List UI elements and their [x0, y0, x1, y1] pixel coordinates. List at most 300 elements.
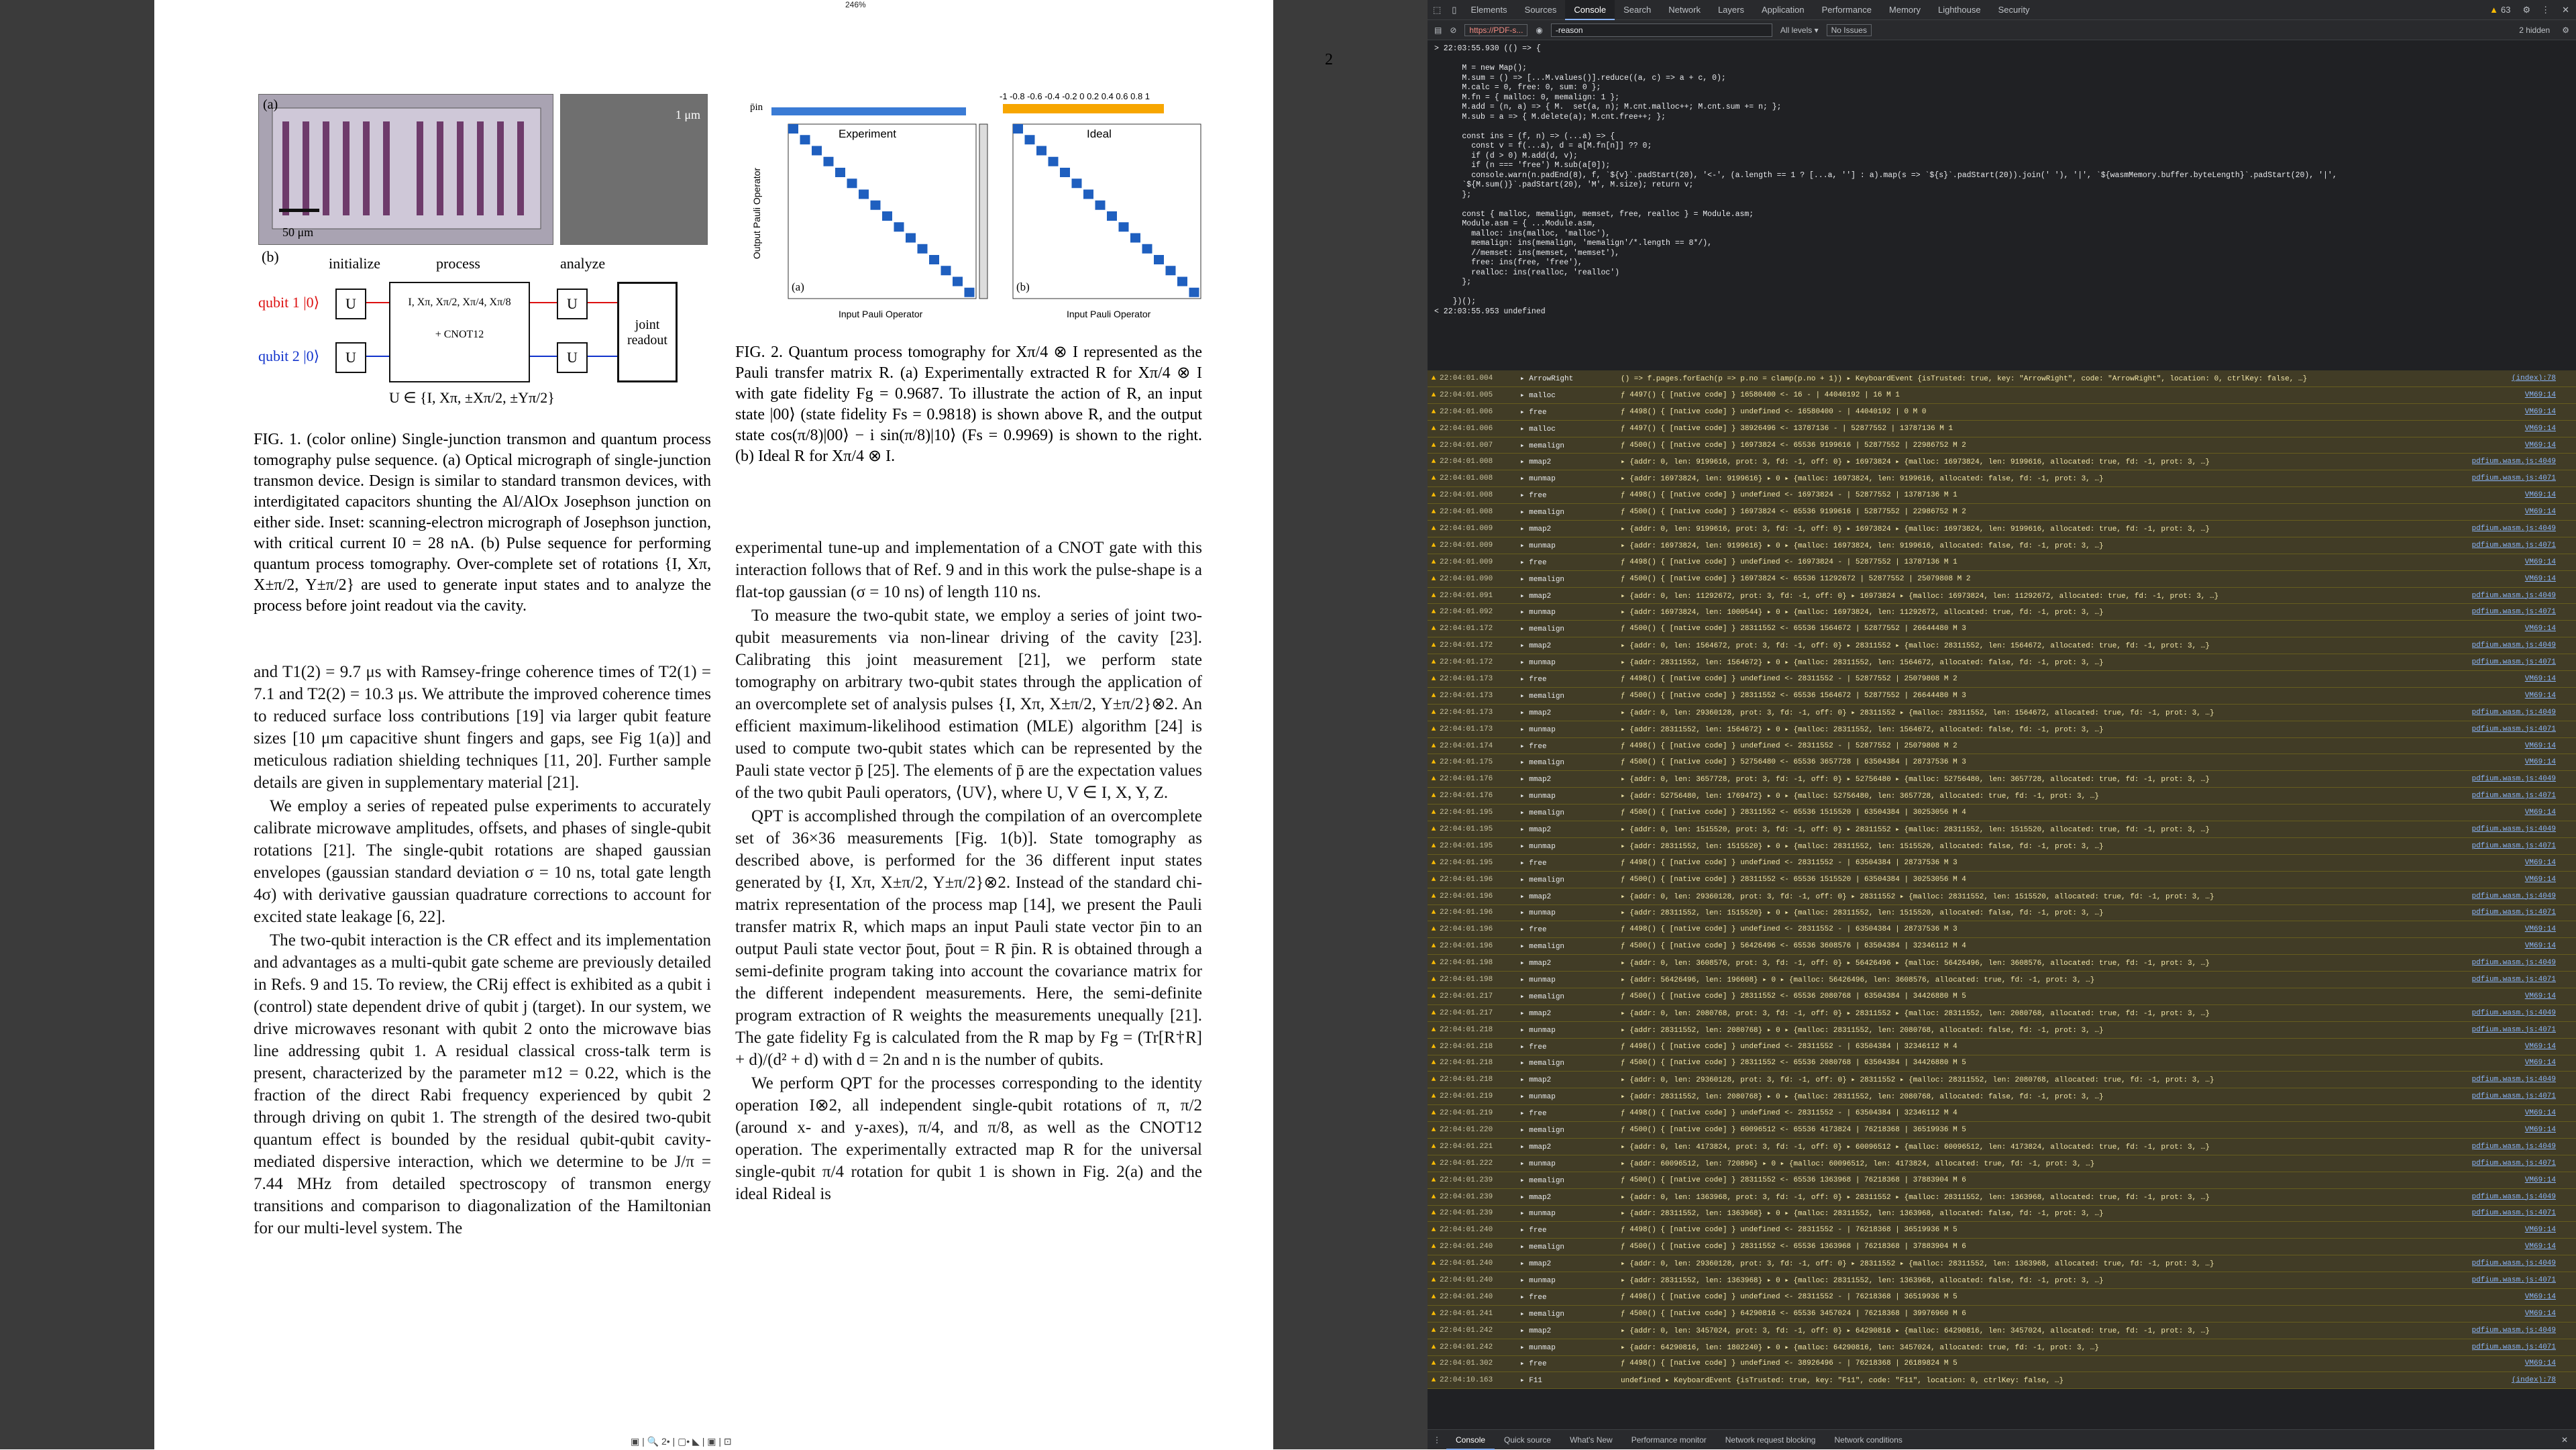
console-warning-row[interactable]	[1428, 821, 2576, 838]
log-source-link[interactable]: pdfium.wasm.js:4071	[2471, 725, 2556, 733]
code-line: M = new Map();	[1434, 64, 1527, 72]
log-message: ▸ {addr: 0, len: 9199616, prot: 3, fd: -1, off: 0} ▸ 16973824 ▸ {malloc: 16973824, len: 9199616, allocated: true, fd: -1, prot: 3, …}	[1621, 525, 2210, 533]
log-source-link[interactable]: pdfium.wasm.js:4049	[2471, 775, 2556, 784]
console-settings-icon[interactable]: ⚙	[2562, 25, 2569, 35]
tab-memory[interactable]: Memory	[1889, 4, 1921, 15]
log-function: ▸ free	[1520, 742, 1547, 751]
log-source-link[interactable]: VM69:14	[2524, 491, 2556, 500]
code-line: > 22:03:55.930 (() => {	[1434, 44, 1541, 53]
tab-network[interactable]: Network	[1668, 4, 1701, 15]
log-timestamp: 22:04:01.174	[1440, 741, 1493, 750]
log-timestamp: 22:04:01.175	[1440, 758, 1493, 767]
code-line	[1434, 288, 2576, 298]
clear-console-icon[interactable]: ⊘	[1450, 25, 1457, 35]
warning-icon: ▲	[1431, 407, 1436, 416]
log-source-link[interactable]: pdfium.wasm.js:4049	[2471, 1259, 2556, 1268]
code-line: free: ins(free, 'free'),	[1434, 258, 1582, 267]
log-function: ▸ munmap	[1520, 842, 1556, 851]
log-source-link[interactable]: VM69:14	[2524, 741, 2556, 750]
log-source-link[interactable]: pdfium.wasm.js:4071	[2471, 792, 2556, 800]
log-timestamp: 22:04:01.195	[1440, 809, 1493, 817]
console-warning-row[interactable]	[1428, 421, 2576, 437]
log-source-link[interactable]: VM69:14	[2524, 391, 2556, 399]
console-warning-row[interactable]	[1428, 404, 2576, 421]
code-line: const v = f(...a), d = a[M.fn[n]] ?? 0;	[1434, 142, 1652, 150]
log-function: ▸ munmap	[1520, 792, 1556, 801]
matrix-cell	[953, 277, 963, 287]
warning-icon: ▲	[1431, 524, 1436, 533]
console-warning-row[interactable]	[1428, 1255, 2576, 1272]
log-function: ▸ malloc	[1520, 391, 1556, 400]
page-number: 2	[1325, 51, 1333, 68]
log-source-link[interactable]: VM69:14	[2524, 1292, 2556, 1301]
warning-icon: ▲	[1431, 976, 1436, 984]
gear-icon[interactable]: ⚙	[2522, 4, 2531, 15]
pdf-bottom-toolbar[interactable]: ▣ | 🔍 2• | ▢• ◣ | ▣ | ⊡	[631, 1436, 732, 1447]
log-source-link[interactable]: VM69:14	[2524, 809, 2556, 817]
log-source-link[interactable]: pdfium.wasm.js:4071	[2471, 1209, 2556, 1218]
log-timestamp: 22:04:01.220	[1440, 1126, 1493, 1135]
right-para-3: QPT is accomplished through the compilation of an overcomplete set of 36×36 measurements [Fig. 1(b)]. State tomography as described above, is performed for the 36 different input states generated by {I, Xπ, X±π/2, Y±π/2}⊗2. Instead of the standard chi-matrix representation of the process map [14], we present the Pauli transfer matrix R, which maps an input Pauli state vector p̄in to an output Pauli state vector p̄out, p̄out = R p̄in. R is obtained through a semi-definite program taking into account the covariance matrix for the different independent measurements. Here, the semi-definite program extraction of R weights the measurements unequally [21]. The gate fidelity Fg is calculated from the R map by Fg = (Tr[R†R] + d)/(d² + d) with d = 2n and n is the number of qubits.	[735, 807, 1202, 1069]
warning-icon: ▲	[1431, 1209, 1436, 1218]
log-function: ▸ memalign	[1520, 759, 1565, 768]
log-function: ▸ memalign	[1520, 1310, 1565, 1318]
code-line: const { malloc, memalign, memset, free, realloc } = Module.asm;	[1434, 209, 1754, 219]
left-column	[254, 661, 711, 1241]
log-message: ƒ 4498() { [native code] } undefined <- 28311552 - | 52877552 | 25079808 M 2	[1621, 741, 1957, 750]
log-source-link[interactable]: VM69:14	[2524, 1226, 2556, 1235]
console-warning-row[interactable]	[1428, 537, 2576, 554]
drawer-close-icon[interactable]: ✕	[2561, 1435, 2568, 1445]
log-source-link[interactable]: pdfium.wasm.js:4049	[2471, 892, 2556, 900]
console-warning-row[interactable]	[1428, 1122, 2576, 1139]
log-source-link[interactable]: pdfium.wasm.js:4049	[2471, 591, 2556, 600]
log-function: ▸ free	[1520, 926, 1547, 935]
log-source-link[interactable]: pdfium.wasm.js:4071	[2471, 608, 2556, 617]
console-warning-row[interactable]	[1428, 721, 2576, 738]
console-warning-row[interactable]	[1428, 1339, 2576, 1356]
console-warning-row[interactable]	[1428, 571, 2576, 588]
log-function: ▸ memalign	[1520, 442, 1565, 450]
log-timestamp: 22:04:01.173	[1440, 691, 1493, 700]
tab-sources[interactable]: Sources	[1524, 4, 1557, 15]
console-warning-row[interactable]	[1428, 654, 2576, 671]
log-function: ▸ munmap	[1520, 1159, 1556, 1168]
log-source-link[interactable]: pdfium.wasm.js:4049	[2471, 1142, 2556, 1151]
log-function: ▸ mmap2	[1520, 892, 1552, 901]
console-warning-row[interactable]	[1428, 1323, 2576, 1339]
warning-icon: ▲	[1431, 1109, 1436, 1118]
log-timestamp: 22:04:01.196	[1440, 925, 1493, 934]
log-source-link[interactable]: pdfium.wasm.js:4049	[2471, 1076, 2556, 1084]
console-warning-row[interactable]	[1428, 1306, 2576, 1323]
log-message: ▸ {addr: 16973824, len: 9199616} ▸ 0 ▸ {malloc: 16973824, len: 9199616, allocated: false, fd: -1, prot: 3, …}	[1621, 541, 2104, 550]
log-source-link[interactable]: pdfium.wasm.js:4049	[2471, 641, 2556, 650]
matrix-cell	[1107, 211, 1117, 221]
log-function: ▸ malloc	[1520, 425, 1556, 433]
log-message: ƒ 4498() { [native code] } undefined <- 28311552 - | 76218368 | 36519936 M 5	[1621, 1226, 1957, 1235]
log-source-link[interactable]: pdfium.wasm.js:4071	[2471, 976, 2556, 984]
log-source-link[interactable]: pdfium.wasm.js:4049	[2471, 458, 2556, 466]
console-warning-row[interactable]	[1428, 938, 2576, 955]
log-function: ▸ mmap2	[1520, 825, 1552, 834]
more-icon[interactable]: ⋮	[2541, 4, 2551, 15]
fig1-caption: FIG. 1. (color online) Single-junction transmon and quantum process tomography pulse sequence. (a) Optical micrograph of single-junction transmon device. Design is similar to standard transmon devices, with interdigitated capacitors shunting the Al/AlOx Josephson junction on either side. Inset: scanning-electron micrograph of Josephson junction, with critical current I0 = 28 nA. (b) Pulse sequence for performing quantum process tomography. Over-complete set of rotations {I, Xπ, X±π/2, Y±π/2} are used to generate input states and to analyze the process before joint readout via the cavity.	[254, 431, 711, 615]
matrix-cell	[859, 190, 869, 199]
log-message: ▸ {addr: 28311552, len: 2080768} ▸ 0 ▸ {malloc: 28311552, len: 2080768, allocated: false, fd: -1, prot: 3, …}	[1621, 1093, 2104, 1102]
warning-icon: ▲	[1431, 591, 1436, 600]
fig2-svg	[745, 94, 1228, 322]
console-warning-row[interactable]	[1428, 1272, 2576, 1289]
console-warning-row[interactable]	[1428, 1289, 2576, 1306]
log-message: ƒ 4500() { [native code] } 60096512 <- 65536 4173824 | 76218368 | 36519936 M 5	[1621, 1126, 1966, 1135]
log-timestamp: 22:04:01.004	[1440, 374, 1493, 382]
drawer-tab-network-request-blocking[interactable]: Network request blocking	[1725, 1435, 1816, 1445]
log-source-link[interactable]: pdfium.wasm.js:4049	[2471, 1008, 2556, 1017]
log-function: ▸ memalign	[1520, 992, 1565, 1001]
fig2-xlabel-left: Input Pauli Operator	[839, 309, 923, 319]
close-icon[interactable]: ✕	[2562, 4, 2569, 15]
warning-icon: ▲	[1431, 1126, 1436, 1135]
console-warning-row[interactable]	[1428, 504, 2576, 521]
console-warning-row[interactable]	[1428, 1189, 2576, 1206]
log-source-link[interactable]: VM69:14	[2524, 424, 2556, 433]
stage-process: process	[436, 255, 480, 272]
drawer-menu-icon[interactable]: ⋮	[1433, 1435, 1441, 1445]
warning-icon: ▲	[1431, 1159, 1436, 1168]
drawer-tab-console[interactable]: Console	[1446, 1430, 1495, 1450]
log-source-link[interactable]: VM69:14	[2524, 691, 2556, 700]
console-warning-row[interactable]	[1428, 470, 2576, 487]
fig2-title-experiment: Experiment	[839, 127, 896, 140]
log-timestamp: 22:04:01.006	[1440, 424, 1493, 433]
log-timestamp: 22:04:01.218	[1440, 1042, 1493, 1051]
console-warning-row[interactable]	[1428, 487, 2576, 504]
console-warning-row[interactable]	[1428, 1005, 2576, 1022]
log-message: ▸ {addr: 16973824, len: 9199616} ▸ 0 ▸ {malloc: 16973824, len: 9199616, allocated: false, fd: -1, prot: 3, …}	[1621, 475, 2104, 484]
log-source-link[interactable]: (index):78	[2511, 1376, 2556, 1385]
log-message: ƒ 4500() { [native code] } 28311552 <- 65536 2080768 | 63504384 | 34426880 M 5	[1621, 992, 1966, 1000]
log-source-link[interactable]: VM69:14	[2524, 1059, 2556, 1068]
log-timestamp: 22:04:01.217	[1440, 1008, 1493, 1017]
warning-icon: ▲	[1431, 1025, 1436, 1034]
console-warning-row[interactable]	[1428, 621, 2576, 637]
qubit2-label: qubit 2 |0⟩	[258, 348, 320, 364]
tab-performance[interactable]: Performance	[1821, 4, 1872, 15]
log-timestamp: 22:04:01.172	[1440, 658, 1493, 667]
console-warning-row[interactable]	[1428, 1055, 2576, 1072]
log-function: ▸ mmap2	[1520, 1260, 1552, 1269]
matrix-cell	[1119, 222, 1129, 231]
code-line: const ins = (f, n) => (...a) => {	[1434, 132, 1615, 141]
console-warning-row[interactable]	[1428, 972, 2576, 988]
log-source-link[interactable]: pdfium.wasm.js:4071	[2471, 909, 2556, 917]
console-warning-row[interactable]	[1428, 1139, 2576, 1155]
drawer-tab-network-conditions[interactable]: Network conditions	[1834, 1435, 1902, 1445]
log-source-link[interactable]: pdfium.wasm.js:4049	[2471, 959, 2556, 968]
log-source-link[interactable]: VM69:14	[2524, 574, 2556, 583]
log-source-link[interactable]: VM69:14	[2524, 875, 2556, 884]
log-timestamp: 22:04:01.091	[1440, 591, 1493, 600]
log-timestamp: 22:04:01.196	[1440, 942, 1493, 951]
console-warning-row[interactable]	[1428, 671, 2576, 688]
console-warning-row[interactable]	[1428, 454, 2576, 470]
fig1-scale-a: 50 μm	[282, 225, 314, 239]
fig1-micrograph	[258, 94, 553, 245]
log-source-link[interactable]: VM69:14	[2524, 1309, 2556, 1318]
log-function: ▸ memalign	[1520, 809, 1565, 818]
sidebar-toggle-icon[interactable]: ▤	[1434, 25, 1442, 35]
log-message: ƒ 4500() { [native code] } 28311552 <- 65536 1564672 | 52877552 | 26644480 M 3	[1621, 625, 1966, 633]
console-warning-row[interactable]	[1428, 754, 2576, 771]
log-source-link[interactable]: pdfium.wasm.js:4071	[2471, 1092, 2556, 1101]
warning-icon: ▲	[1431, 574, 1436, 583]
code-line: Module.asm = { ...Module.asm,	[1434, 219, 1597, 228]
log-source-link[interactable]: VM69:14	[2524, 1126, 2556, 1135]
devtools-panel	[1428, 0, 2576, 1449]
warning-icon[interactable]: ▲	[2489, 5, 2498, 15]
console-warning-row[interactable]	[1428, 805, 2576, 821]
log-source-link[interactable]: pdfium.wasm.js:4049	[2471, 1192, 2556, 1201]
console-warning-row[interactable]	[1428, 905, 2576, 922]
console-warning-row[interactable]	[1428, 437, 2576, 454]
left-para-3: The two-qubit interaction is the CR effect and its implementation and advantages as a multi-qubit gate scheme are previously detailed in Refs. 9 and 15. To review, the CRij effect is exhibited as a qubit i (control) state dependent drive of qubit j (target). In our system, we drive microwaves resonant with qubit 2 onto the microwave bias line addressing qubit 1. A residual classical cross-talk term is present, characterized by the parameter m12 = 0.22, which is the fraction of the direct Rabi frequency experienced by qubit 2 through driving on qubit 1. The strength of the desired two-qubit quantum effect is bounded by the residual qubit-qubit cavity-mediated dispersive interaction, which we determine to be J/π = 7.44 MHz from detailed spectroscopy of transmon energy transitions and comparison to diagonalization of the Hamiltonian for our multi-level system. The	[254, 931, 711, 1237]
log-source-link[interactable]: VM69:14	[2524, 407, 2556, 416]
log-function: ▸ munmap	[1520, 541, 1556, 550]
log-function: ▸ memalign	[1520, 876, 1565, 884]
matrix-cell	[1049, 157, 1059, 166]
console-warning-row[interactable]	[1428, 604, 2576, 621]
inspect-icon[interactable]: ⬚	[1433, 4, 1442, 15]
matrix-cell	[1177, 277, 1187, 287]
tab-layers[interactable]: Layers	[1717, 4, 1744, 15]
log-source-link[interactable]: VM69:14	[2524, 925, 2556, 934]
warning-icon: ▲	[1431, 391, 1436, 399]
pdf-zoom-indicator[interactable]: 246%	[845, 0, 866, 9]
log-source-link[interactable]: pdfium.wasm.js:4049	[2471, 1326, 2556, 1335]
log-source-link[interactable]: VM69:14	[2524, 441, 2556, 450]
warning-icon: ▲	[1431, 942, 1436, 951]
fig2-pin-label: p̄in	[750, 102, 763, 113]
console-warning-row[interactable]	[1428, 855, 2576, 872]
log-source-link[interactable]: VM69:14	[2524, 1359, 2556, 1368]
console-warning-row[interactable]	[1428, 921, 2576, 938]
log-source-link[interactable]: pdfium.wasm.js:4049	[2471, 708, 2556, 717]
console-warning-row[interactable]	[1428, 888, 2576, 905]
console-warning-row[interactable]	[1428, 872, 2576, 888]
log-source-link[interactable]: VM69:14	[2524, 508, 2556, 517]
log-source-link[interactable]: pdfium.wasm.js:4071	[2471, 1276, 2556, 1285]
log-source-link[interactable]: pdfium.wasm.js:4071	[2471, 474, 2556, 483]
code-line: if (n === 'free') M.sub(a[0]);	[1434, 161, 1611, 170]
console-warning-row[interactable]	[1428, 1072, 2576, 1088]
warning-icon: ▲	[1431, 775, 1436, 784]
log-timestamp: 22:04:01.006	[1440, 407, 1493, 416]
drawer-tab-performance-monitor[interactable]: Performance monitor	[1631, 1435, 1707, 1445]
console-warning-row[interactable]	[1428, 955, 2576, 972]
log-source-link[interactable]: VM69:14	[2524, 992, 2556, 1000]
log-source-link[interactable]: VM69:14	[2524, 942, 2556, 951]
log-source-link[interactable]: VM69:14	[2524, 674, 2556, 683]
log-message: ƒ 4500() { [native code] } 28311552 <- 65536 2080768 | 63504384 | 34426880 M 5	[1621, 1059, 1966, 1068]
log-timestamp: 22:04:01.173	[1440, 708, 1493, 717]
console-warning-row[interactable]	[1428, 387, 2576, 404]
warning-icon: ▲	[1431, 674, 1436, 683]
warning-icon: ▲	[1431, 792, 1436, 800]
warning-icon: ▲	[1431, 875, 1436, 884]
matrix-cell	[965, 288, 975, 297]
console-warning-row[interactable]	[1428, 370, 2576, 387]
tab-lighthouse[interactable]: Lighthouse	[1937, 4, 1981, 15]
console-warning-row[interactable]	[1428, 1105, 2576, 1122]
log-source-link[interactable]: pdfium.wasm.js:4049	[2471, 524, 2556, 533]
code-line: M.sub = a => { M.delete(a); M.cnt.free++; };	[1434, 112, 1666, 121]
log-source-link[interactable]: pdfium.wasm.js:4049	[2471, 825, 2556, 833]
warning-icon: ▲	[1431, 458, 1436, 466]
log-message: ▸ {addr: 0, len: 11292672, prot: 3, fd: -1, off: 0} ▸ 16973824 ▸ {malloc: 16973824, len: 11292672, allocated: true, fd: -1, prot: 3, …}	[1621, 592, 2219, 601]
log-timestamp: 22:04:01.008	[1440, 474, 1493, 483]
log-timestamp: 22:04:01.176	[1440, 792, 1493, 800]
log-function: ▸ munmap	[1520, 475, 1556, 484]
filter-input[interactable]	[1551, 23, 1772, 37]
warning-icon: ▲	[1431, 1042, 1436, 1051]
console-warning-row[interactable]	[1428, 1356, 2576, 1373]
log-message: ▸ {addr: 0, len: 2080768, prot: 3, fd: -1, off: 0} ▸ 28311552 ▸ {malloc: 28311552, len: 2080768, allocated: true, fd: -1, prot: 3, …}	[1621, 1009, 2210, 1018]
warning-icon: ▲	[1431, 441, 1436, 450]
log-timestamp: 22:04:01.217	[1440, 992, 1493, 1000]
console-warning-row[interactable]	[1428, 521, 2576, 537]
log-message: ▸ {addr: 52756480, len: 1769472} ▸ 0 ▸ {malloc: 52756480, len: 3657728, allocated: true, fd: -1, prot: 3, …}	[1621, 792, 2099, 801]
log-timestamp: 22:04:01.218	[1440, 1076, 1493, 1084]
warning-icon: ▲	[1431, 1309, 1436, 1318]
log-source-link[interactable]: pdfium.wasm.js:4071	[2471, 841, 2556, 850]
log-function: ▸ free	[1520, 408, 1547, 417]
log-source-link[interactable]: (index):78	[2511, 374, 2556, 382]
matrix-cell	[894, 222, 904, 231]
qubit1-label: qubit 1 |0⟩	[258, 294, 320, 311]
tab-elements[interactable]: Elements	[1470, 4, 1507, 15]
log-timestamp: 22:04:01.009	[1440, 558, 1493, 566]
console-warning-row[interactable]	[1428, 554, 2576, 571]
process-box	[389, 282, 530, 382]
context-selector[interactable]: https://PDF-s...	[1464, 24, 1527, 36]
log-function: ▸ memalign	[1520, 1059, 1565, 1068]
eye-icon[interactable]: ◉	[1536, 25, 1543, 35]
device-toggle-icon[interactable]: ▯	[1452, 4, 1457, 15]
log-source-link[interactable]: VM69:14	[2524, 1109, 2556, 1118]
warning-icon: ▲	[1431, 608, 1436, 617]
stage-initialize: initialize	[329, 255, 380, 272]
log-timestamp: 22:04:01.218	[1440, 1059, 1493, 1068]
log-source-link[interactable]: pdfium.wasm.js:4071	[2471, 658, 2556, 667]
warning-icon: ▲	[1431, 909, 1436, 917]
console-warning-row[interactable]	[1428, 1222, 2576, 1239]
gate-u-q2-init: U	[335, 342, 366, 373]
log-timestamp: 22:04:01.173	[1440, 674, 1493, 683]
console-warning-row[interactable]	[1428, 588, 2576, 605]
log-message: ▸ {addr: 64290816, len: 1802240} ▸ 0 ▸ {malloc: 64290816, len: 3457024, allocated: true, fd: -1, prot: 3, …}	[1621, 1343, 2099, 1352]
warning-icon: ▲	[1431, 1076, 1436, 1084]
tab-console[interactable]: Console	[1565, 0, 1615, 20]
pdf-page	[154, 0, 1333, 1449]
issues-button[interactable]: No Issues	[1827, 24, 1872, 36]
matrix-cell	[941, 266, 951, 275]
tab-application[interactable]: Application	[1761, 4, 1805, 15]
stage-analyze: analyze	[560, 255, 606, 272]
console-warning-row[interactable]	[1428, 838, 2576, 855]
log-source-link[interactable]: VM69:14	[2524, 758, 2556, 767]
log-source-link[interactable]: pdfium.wasm.js:4071	[2471, 1343, 2556, 1351]
log-source-link[interactable]: VM69:14	[2524, 858, 2556, 867]
code-line: < 22:03:55.953 undefined	[1434, 307, 1546, 316]
log-source-link[interactable]: VM69:14	[2524, 625, 2556, 633]
console-warning-row[interactable]	[1428, 1239, 2576, 1255]
console-warning-row[interactable]	[1428, 1172, 2576, 1189]
log-timestamp: 22:04:01.009	[1440, 524, 1493, 533]
warning-icon: ▲	[1431, 1059, 1436, 1068]
console-warning-row[interactable]	[1428, 688, 2576, 705]
warning-icon: ▲	[1431, 1142, 1436, 1151]
console-warning-row[interactable]	[1428, 988, 2576, 1005]
code-line: M.fn = { malloc: 0, memalign: 1 };	[1434, 93, 1620, 102]
console-warning-row[interactable]	[1428, 1022, 2576, 1039]
code-line: console.warn(n.padEnd(8), f, `${v}`.padStart(20), '<-', (a.length == 1 ? [...a, ''] : a).map(s => `${s}`.padStart(20)).join(' '), '|', `${wasmMemory.buffer.byteLength}`.padStart(20), '|',	[1434, 170, 2337, 180]
console-warning-row[interactable]	[1428, 705, 2576, 721]
log-function: ▸ munmap	[1520, 609, 1556, 617]
console-warning-row[interactable]	[1428, 1155, 2576, 1172]
log-timestamp: 22:04:10.163	[1440, 1376, 1493, 1385]
console-warning-row[interactable]	[1428, 738, 2576, 755]
log-source-link[interactable]: pdfium.wasm.js:4071	[2471, 541, 2556, 550]
log-source-link[interactable]: VM69:14	[2524, 1176, 2556, 1184]
matrix-cell	[1189, 288, 1199, 297]
console-warning-row[interactable]	[1428, 1206, 2576, 1223]
console-warning-row[interactable]	[1428, 1372, 2576, 1389]
log-message: ▸ {addr: 0, len: 29360128, prot: 3, fd: -1, off: 0} ▸ 28311552 ▸ {malloc: 28311552, len: 1564672, allocated: true, fd: -1, prot: 3, …}	[1621, 709, 2214, 717]
drawer-tab-quick-source[interactable]: Quick source	[1504, 1435, 1552, 1445]
console-warning-row[interactable]	[1428, 1039, 2576, 1055]
log-message: ƒ 4498() { [native code] } undefined <- 28311552 - | 63504384 | 32346112 M 4	[1621, 1042, 1957, 1051]
log-source-link[interactable]: VM69:14	[2524, 1042, 2556, 1051]
warning-icon: ▲	[1431, 959, 1436, 968]
log-timestamp: 22:04:01.198	[1440, 976, 1493, 984]
tab-search[interactable]: Search	[1623, 4, 1652, 15]
log-source-link[interactable]: VM69:14	[2524, 558, 2556, 566]
log-function: ▸ mmap2	[1520, 1076, 1552, 1085]
log-message: ▸ {addr: 28311552, len: 1363968} ▸ 0 ▸ {malloc: 28311552, len: 1363968, allocated: false, fd: -1, prot: 3, …}	[1621, 1277, 2104, 1286]
warning-icon: ▲	[1431, 541, 1436, 550]
log-function: ▸ F11	[1520, 1377, 1543, 1386]
log-timestamp: 22:04:01.240	[1440, 1276, 1493, 1285]
console-warning-row[interactable]	[1428, 637, 2576, 654]
log-source-link[interactable]: VM69:14	[2524, 1243, 2556, 1251]
warning-icon: ▲	[1431, 374, 1436, 382]
log-timestamp: 22:04:01.198	[1440, 959, 1493, 968]
log-message: ▸ {addr: 28311552, len: 1564672} ▸ 0 ▸ {malloc: 28311552, len: 1564672, allocated: false, fd: -1, prot: 3, …}	[1621, 659, 2104, 668]
console-warning-row[interactable]	[1428, 771, 2576, 788]
matrix-cell	[1095, 201, 1106, 210]
console-warning-row[interactable]	[1428, 1088, 2576, 1105]
code-line: malloc: ins(malloc, 'malloc'),	[1434, 229, 1611, 238]
log-source-link[interactable]: pdfium.wasm.js:4071	[2471, 1159, 2556, 1168]
warning-icon: ▲	[1431, 1326, 1436, 1335]
log-timestamp: 22:04:01.240	[1440, 1292, 1493, 1301]
console-warning-row[interactable]	[1428, 788, 2576, 805]
drawer-tab-what-s-new[interactable]: What's New	[1570, 1435, 1613, 1445]
log-source-link[interactable]: pdfium.wasm.js:4071	[2471, 1025, 2556, 1034]
tab-security[interactable]: Security	[1998, 4, 2030, 15]
levels-dropdown[interactable]: All levels ▾	[1780, 25, 1819, 35]
